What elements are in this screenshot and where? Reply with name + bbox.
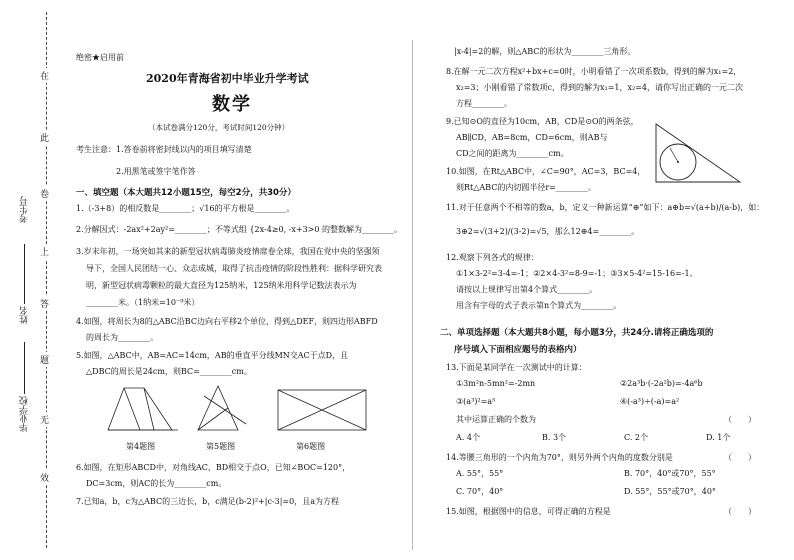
field-name: 姓名 (20, 306, 30, 324)
question-8-line1: 8.在解一元二次方程x²+bx+c=0时，小明看错了一次项系数b，得到的解为x₁=2， (446, 67, 742, 76)
question-12-examples: ①1×3-2²=3-4=-1；②2×4-3²=8-9=-1；③3×5-4²=15-16=-1。 (456, 269, 698, 278)
question-4-line1: 4.如图，将周长为8的△ABC沿BC边向右平移2个单位，得到△DEF，则四边形ABFD (76, 317, 378, 326)
question-5-line2: △DBC的周长是24cm，则BC=________cm。 (86, 367, 252, 376)
field-school: 毕业学校 (20, 396, 30, 432)
question-13-option-1: ①3m²n-5mn²=-2mn (456, 379, 536, 388)
column-separator (412, 40, 413, 550)
question-13-option-2: ②2a³b·(-2a²b)=-4a⁶b (620, 379, 703, 388)
question-13-prompt: 其中运算正确的个数为 (456, 415, 536, 424)
field-line (24, 342, 25, 394)
section-2-heading-line1: 二、单项选择题（本大题共8小题，每小题3分，共24分.请将正确选项的 (440, 328, 714, 338)
choice-a[interactable]: A. 55°，55° (456, 469, 504, 478)
field-line (24, 244, 25, 304)
question-6-line2: DC=3cm，则AC的长为________cm。 (86, 479, 227, 488)
figure-6-caption: 第6题图 (296, 442, 326, 451)
question-13-option-3: ③(a³)²=a⁵ (456, 397, 496, 406)
question-10-line1: 10.如图，在Rt△ABC中，∠C=90°，AC=3，BC=4， (446, 167, 646, 176)
question-3-line4: ________米。（1纳米=10⁻⁹米） (86, 298, 200, 307)
question-10-line2: 则Rt△ABC的内切圆半径r=________。 (456, 183, 596, 192)
question-11-line1: 11.对于任意两个不相等的数a，b，定义一种新运算“⊕”如下：a⊕b=√(a+b)/(a-b)，如： (446, 203, 765, 212)
figure-5-diagram (198, 386, 246, 430)
figure-5-caption: 第5题图 (206, 442, 236, 451)
choice-a[interactable]: A. 4个 (456, 433, 480, 442)
choice-b[interactable]: B. 70°，40°或70°，55° (624, 469, 716, 478)
question-8-line2: x₂=3；小刚看错了常数项c，得到的解为x₁=1，x₂=4，请你写出正确的一元二次 (456, 83, 744, 92)
question-3-line3: 明，新型冠状病毒颗粒的最大直径为125纳米，125纳米用科学记数法表示为 (86, 281, 357, 290)
seal-char: 无 (40, 412, 49, 427)
question-9-line2: AB∥CD，AB=8cm，CD=6cm，则AB与 (456, 133, 608, 142)
question-13-option-4: ④(-a³)÷(-a)=a² (620, 397, 680, 406)
question-9-line3: CD之间的距离为________cm。 (456, 149, 569, 158)
seal-char: 答 (40, 296, 49, 311)
seal-char: 上 (40, 244, 49, 259)
figure-6-diagram (278, 390, 366, 430)
choice-b[interactable]: B. 3个 (542, 433, 567, 442)
section-1-heading: 一、填空题（本大题共12小题15空，每空2分，共30分） (76, 188, 296, 198)
choice-d[interactable]: D. 1个 (706, 433, 731, 442)
answer-bracket[interactable]: （ ） (724, 507, 756, 516)
question-2: 2.分解因式：-2ax²+2ay²=________；不等式组 {2x-4≥0, -x+3>0 的整数解为________。 (76, 225, 403, 234)
seal-char: 此 (40, 130, 49, 145)
field-examinee-number: 考生号 (20, 196, 30, 223)
section-2-heading-line2: 序号填入下面相应题号的表格内） (454, 345, 582, 355)
seal-char: 效 (40, 470, 49, 485)
choice-c[interactable]: C. 70°，40° (456, 487, 504, 496)
question-7-line1: 7.已知a，b，c为△ABC的三边长，b，c满足(b-2)²+|c-3|=0，且a为方程 (76, 497, 339, 506)
seal-char: 卷 (40, 186, 49, 201)
answer-bracket[interactable]: （ ） (724, 453, 756, 462)
question-7-line2: |x-4|=2的解，则△ABC的形状为________三角形。 (454, 47, 636, 56)
seal-char: 在 (40, 68, 49, 83)
question-3-line2: 导下，全国人民团结一心、众志成城，取得了抗击疫情的阶段性胜利：据科学研究表 (86, 264, 382, 273)
question-12-line3: 用含有字母的式子表示第n个算式为________。 (456, 301, 622, 310)
confidential-label: 绝密★启用前 (76, 53, 124, 62)
question-15: 15.如图，根据图中的信息，可得正确的方程是 (446, 507, 611, 516)
figure-4-caption: 第4题图 (126, 442, 156, 451)
question-12-line2: 请按以上规律写出第4个算式________。 (456, 285, 598, 294)
question-12: 12.观察下列各式的规律： (446, 253, 539, 262)
question-6-line1: 6.如图，在矩形ABCD中，对角线AC，BD相交于点O，已知∠BOC=120°， (76, 463, 351, 472)
question-14: 14.等腰三角形的一个内角为70°，则另外两个内角的度数分别是 (446, 453, 673, 462)
question-5-line1: 5.如图，△ABC中，AB=AC=14cm，AB的垂直平分线MN交AC于点D，且 (76, 351, 349, 360)
question-8-line3: 方程________。 (456, 99, 512, 108)
instruction-1: 考生注意：1.答卷前将密封线以内的项目填写清楚 (76, 145, 252, 154)
figures-row (96, 380, 396, 440)
seal-line (46, 12, 47, 548)
question-11-line2: 3⊕2=√(3+2)/(3-2)=√5，那么12⊕4=________。 (456, 227, 640, 236)
figure-4-diagram (108, 388, 178, 430)
binding-margin (0, 0, 70, 560)
question-9-line1: 9.已知⊙O的直径为10cm，AB，CD是⊙O的两条弦， (446, 117, 639, 126)
question-1: 1.（-3+8）的相反数是________；√16的平方根是________。 (76, 204, 295, 213)
exam-title: 2020年青海省初中毕业升学考试 (146, 72, 309, 85)
question-13: 13.下面是某同学在一次测试中的计算： (446, 363, 587, 372)
instruction-2: 2.用黑笔或签字笔作答 (116, 167, 196, 176)
question-4-line2: 的周长为________。 (86, 333, 158, 342)
choice-c[interactable]: C. 2个 (624, 433, 649, 442)
figure-10-diagram (648, 118, 750, 192)
subject-title: 数学 (212, 94, 252, 115)
exam-note: （本试卷满分120分，考试时间120分钟） (148, 123, 290, 132)
seal-char: 题 (40, 352, 49, 367)
choice-d[interactable]: D. 55°，55°或70°，40° (624, 487, 716, 496)
answer-bracket[interactable]: （ ） (724, 415, 756, 424)
question-3-line1: 3.岁末年初，一场突如其来的新型冠状病毒肺炎疫情席卷全球，我国在党中央的坚强领 (76, 247, 380, 256)
